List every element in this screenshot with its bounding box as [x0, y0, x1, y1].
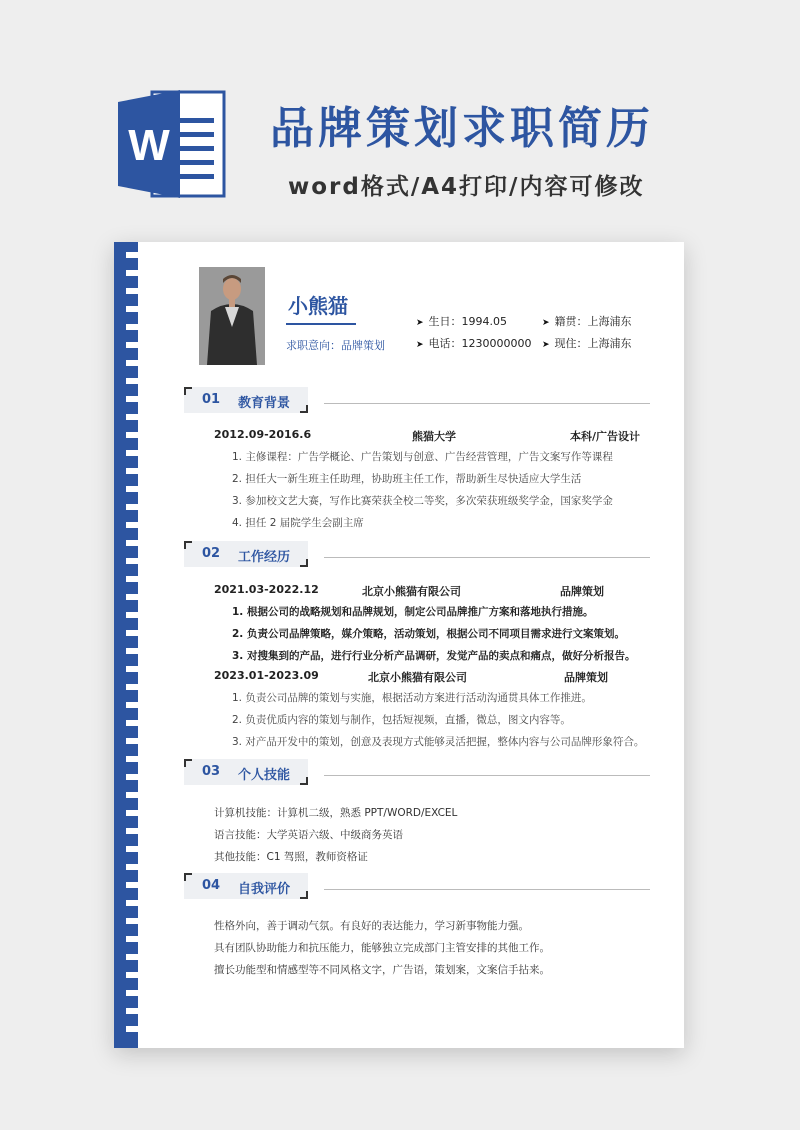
work-company: 北京小熊猫有限公司: [368, 671, 467, 684]
section-header-education: [184, 387, 650, 417]
binding-notch: [126, 702, 138, 708]
section-header-self-eval: [184, 873, 650, 903]
arrow-right-icon: ➤: [542, 318, 550, 328]
section-title: 工作经历: [238, 550, 291, 565]
binding-notch: [126, 720, 138, 726]
info-phone: ➤ 电话：1230000000: [416, 337, 532, 350]
binding-notch: [126, 576, 138, 582]
list-item: 1. 负责公司品牌的策划与实施，根据活动方案进行活动沟通贯具体工作推进。: [232, 692, 592, 704]
binding-notch: [126, 666, 138, 672]
binding-notch: [126, 486, 138, 492]
binding-notch: [126, 972, 138, 978]
info-birthday: ➤ 生日：1994.05: [416, 315, 508, 328]
binding-notch: [126, 324, 138, 330]
binding-notch: [126, 918, 138, 924]
binding-notch: [126, 396, 138, 402]
page-title: 品牌策划求职简历: [270, 103, 654, 154]
work-role: 品牌策划: [560, 585, 604, 598]
binding-notch: [126, 450, 138, 456]
self-eval-line: 性格外向，善于调动气氛。有良好的表达能力，学习新事物能力强。: [214, 920, 529, 932]
binding-notch: [126, 468, 138, 474]
section-number: 03: [202, 764, 221, 779]
arrow-right-icon: ➤: [542, 340, 550, 350]
section-title: 个人技能: [238, 768, 291, 783]
binding-notch: [126, 954, 138, 960]
arrow-right-icon: ➤: [416, 318, 424, 328]
binding-notch: [126, 342, 138, 348]
section-divider: [324, 889, 650, 890]
binding-notch: [126, 900, 138, 906]
skill-item: 计算机技能：计算机二级，熟悉 PPT/WORD/EXCEL: [214, 807, 458, 819]
binding-notch: [126, 288, 138, 294]
binding-notch: [126, 630, 138, 636]
work-company: 北京小熊猫有限公司: [362, 585, 461, 598]
word-document-icon: [118, 88, 228, 200]
section-title: 教育背景: [238, 396, 291, 411]
binding-notch: [126, 540, 138, 546]
binding-notch: [126, 648, 138, 654]
list-item: 3. 对搜集到的产品，进行行业分析产品调研，发觉产品的卖点和痛点，做好分析报告。: [232, 650, 636, 662]
list-item: 2. 负责公司品牌策略，媒介策略，活动策划，根据公司不同项目需求进行文案策划。: [232, 628, 625, 640]
binding-notch: [126, 612, 138, 618]
binding-notch: [126, 594, 138, 600]
work-role: 品牌策划: [564, 671, 608, 684]
binding-notch: [126, 936, 138, 942]
work-period: 2021.03-2022.12: [214, 583, 319, 596]
section-divider: [324, 403, 650, 404]
binding-notch: [126, 738, 138, 744]
resume-page: [114, 242, 684, 1048]
binding-notch: [126, 990, 138, 996]
binding-notch: [126, 1026, 138, 1032]
list-item: 1. 主修课程：广告学概论、广告策划与创意、广告经营管理，广告文案写作等课程: [232, 451, 613, 463]
binding-notch: [126, 774, 138, 780]
profile-photo: [199, 267, 265, 365]
info-hometown: ➤ 籍贯：上海浦东: [542, 315, 632, 328]
edu-period: 2012.09-2016.6: [214, 428, 312, 441]
section-number: 02: [202, 546, 221, 561]
binding-spine: [114, 242, 138, 1048]
work-period: 2023.01-2023.09: [214, 669, 319, 682]
section-number: 04: [202, 878, 221, 893]
section-divider: [324, 557, 650, 558]
binding-notch: [126, 846, 138, 852]
binding-notch: [126, 792, 138, 798]
section-header-work: [184, 541, 650, 571]
binding-notch: [126, 360, 138, 366]
section-header-skills: [184, 759, 650, 789]
binding-notch: [126, 810, 138, 816]
page-subtitle: word格式/A4打印/内容可修改: [288, 174, 645, 200]
candidate-name: 小熊猫: [286, 290, 356, 325]
info-residence: ➤ 现住：上海浦东: [542, 337, 632, 350]
binding-notch: [126, 504, 138, 510]
binding-notch: [126, 864, 138, 870]
binding-notch: [126, 378, 138, 384]
binding-notch: [126, 522, 138, 528]
section-title: 自我评价: [238, 882, 291, 897]
svg-text:W: W: [128, 121, 170, 170]
binding-notch: [126, 558, 138, 564]
list-item: 1. 根据公司的战略规划和品牌规划，制定公司品牌推广方案和落地执行措施。: [232, 606, 594, 618]
list-item: 4. 担任 2 届院学生会副主席: [232, 517, 364, 529]
list-item: 2. 负责优质内容的策划与制作，包括短视频，直播，微总，图文内容等。: [232, 714, 571, 726]
skill-item: 其他技能：C1 驾照，教师资格证: [214, 851, 368, 863]
binding-notch: [126, 828, 138, 834]
edu-degree: 本科/广告设计: [570, 430, 641, 443]
binding-notch: [126, 414, 138, 420]
binding-notch: [126, 270, 138, 276]
binding-notch: [126, 684, 138, 690]
binding-notch: [126, 252, 138, 258]
skill-item: 语言技能：大学英语六级、中级商务英语: [214, 829, 403, 841]
binding-notch: [126, 756, 138, 762]
binding-notch: [126, 432, 138, 438]
edu-school: 熊猫大学: [412, 430, 456, 443]
job-intent: 求职意向：品牌策划: [286, 339, 385, 352]
self-eval-line: 具有团队协助能力和抗压能力，能够独立完成部门主管安排的其他工作。: [214, 942, 550, 954]
list-item: 3. 对产品开发中的策划，创意及表现方式能够灵活把握，整体内容与公司品牌形象符合。: [232, 736, 645, 748]
list-item: 2. 担任大一新生班主任助理，协助班主任工作，帮助新生尽快适应大学生活: [232, 473, 582, 485]
self-eval-line: 擅长功能型和情感型等不同风格文字，广告语，策划案，文案信手拈来。: [214, 964, 550, 976]
binding-notch: [126, 882, 138, 888]
binding-notch: [126, 1008, 138, 1014]
arrow-right-icon: ➤: [416, 340, 424, 350]
list-item: 3. 参加校文艺大赛，写作比赛荣获全校二等奖，多次荣获班级奖学金，国家奖学金: [232, 495, 613, 507]
section-divider: [324, 775, 650, 776]
section-number: 01: [202, 392, 221, 407]
binding-notch: [126, 306, 138, 312]
